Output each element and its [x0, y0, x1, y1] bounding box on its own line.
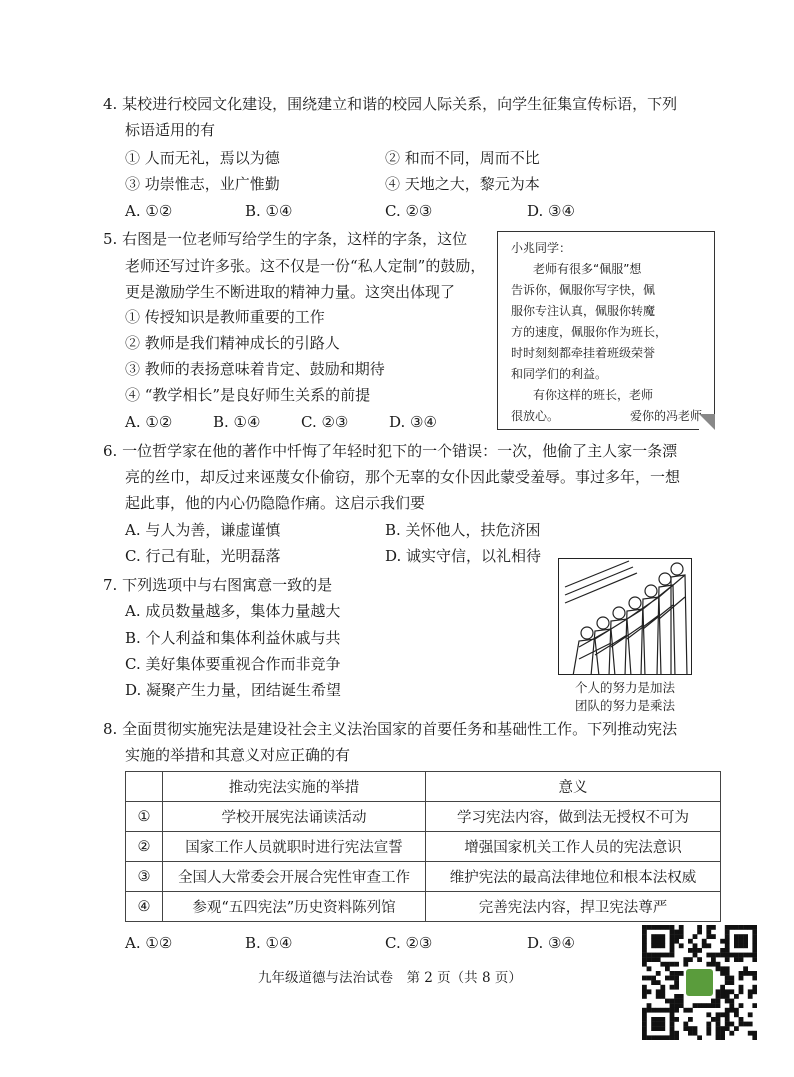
q5-option-3: ③ 教师的表扬意味着肯定、鼓励和期待 [125, 360, 385, 378]
q6-choice-d: D. 诚实守信，以礼相待 [385, 547, 542, 565]
cartoon-caption-line1: 个人的努力是加法 [574, 680, 675, 695]
q4-choice-c: C. ②③ [385, 202, 433, 220]
q4-option-2: ② 和而不同，周而不比 [385, 149, 540, 167]
q4-option-4: ④ 天地之大，黎元为本 [385, 175, 540, 193]
q8-stem-line2: 实施的举措和其意义对应正确的有 [125, 746, 351, 764]
q6-choice-b: B. 关怀他人，扶危济困 [385, 521, 541, 539]
table-cell: 维护宪法的最高法律地位和根本法权威 [426, 862, 721, 892]
q8-measures-table [125, 771, 721, 922]
q4-option-3: ③ 功崇惟志，业广惟勤 [125, 175, 280, 193]
q5-option-4: ④ “教学相长”是良好师生关系的前提 [125, 386, 371, 404]
q7-choice-a: A. 成员数量越多，集体力量越大 [125, 602, 341, 620]
q5-choice-b: B. ①④ [213, 413, 261, 431]
q6-choice-a: A. 与人为善，谦虚谨慎 [125, 521, 281, 539]
teacher-note-card [497, 231, 715, 430]
q8-choice-a: A. ①② [125, 934, 173, 952]
note-line-3: 服你专注认真，佩服你转魔 [511, 304, 656, 318]
table-header-cell [126, 772, 163, 802]
q5-stem-line1: 5. 右图是一位老师写给学生的字条，这样的字条，这位 [103, 230, 468, 248]
note-line-5: 时时刻刻都牵挂着班级荣誉 [511, 346, 656, 360]
q5-stem-line3: 更是激励学生不断进取的精神力量。这突出体现了 [125, 283, 456, 301]
q4-stem-line2: 标语适用的有 [125, 121, 216, 139]
table-row [126, 832, 721, 862]
table-cell: ④ [126, 892, 163, 922]
table-cell: 国家工作人员就职时进行宪法宣誓 [163, 832, 426, 862]
table-cell: 全国人大常委会开展合宪性审查工作 [163, 862, 426, 892]
q4-choice-b: B. ①④ [245, 202, 293, 220]
table-cell: 增强国家机关工作人员的宪法意识 [426, 832, 721, 862]
table-header-cell: 意义 [426, 772, 721, 802]
table-cell: 学校开展宪法诵读活动 [163, 802, 426, 832]
table-row [126, 862, 721, 892]
table-cell: 学习宪法内容，做到法无授权不可为 [426, 802, 721, 832]
q8-stem-line1: 8. 全面贯彻实施宪法是建设社会主义法治国家的首要任务和基础性工作。下列推动宪法 [103, 720, 678, 738]
q4-choice-d: D. ③④ [527, 202, 575, 220]
q6-stem-line3: 起此事，他的内心仍隐隐作痛。这启示我们要 [125, 494, 426, 512]
note-line-1: 老师有很多“佩服”想 [533, 262, 642, 276]
note-line-8: 很放心。 [511, 409, 560, 423]
q4-choice-a: A. ①② [125, 202, 173, 220]
q5-option-2: ② 教师是我们精神成长的引路人 [125, 334, 340, 352]
qr-logo [686, 969, 713, 996]
q5-choice-d: D. ③④ [389, 413, 437, 431]
table-cell: 完善宪法内容，捍卫宪法尊严 [426, 892, 721, 922]
cartoon-illustration [559, 559, 692, 675]
note-signature: 爱你的冯老师 [629, 409, 702, 423]
table-cell: 参观“五四宪法”历史资料陈列馆 [163, 892, 426, 922]
q8-choice-d: D. ③④ [527, 934, 575, 952]
q6-stem-line2: 亮的丝巾，却反过来诬蔑女仆偷窃，那个无辜的女仆因此蒙受羞辱。事过多年，一想 [125, 468, 681, 486]
q7-stem: 7. 下列选项中与右图寓意一致的是 [103, 576, 333, 594]
q5-option-1: ① 传授知识是教师重要的工作 [125, 308, 325, 326]
cartoon-caption-line2: 团队的努力是乘法 [574, 698, 675, 713]
q7-choice-b: B. 个人利益和集体利益休戚与共 [125, 629, 341, 647]
note-line-4: 方的速度，佩服你作为班长， [511, 325, 668, 339]
table-row [126, 892, 721, 922]
note-greeting: 小兆同学： [511, 241, 572, 255]
page-footer: 九年级道德与法治试卷 第 2 页（共 8 页） [258, 970, 522, 986]
table-cell: ① [126, 802, 163, 832]
table-header-row [126, 772, 721, 802]
q4-option-1: ① 人而无礼，焉以为德 [125, 149, 280, 167]
q7-choice-c: C. 美好集体要重视合作而非竞争 [125, 655, 341, 673]
teamwork-cartoon-image [558, 558, 692, 675]
q8-choice-c: C. ②③ [385, 934, 433, 952]
qr-code-pattern [642, 925, 757, 1040]
q4-stem-line1: 4. 某校进行校园文化建设，围绕建立和谐的校园人际关系，向学生征集宣传标语，下列 [103, 95, 678, 113]
q6-stem-line1: 6. 一位哲学家在他的著作中忏悔了年轻时犯下的一个错误：一次，他偷了主人家一条漂 [103, 442, 678, 460]
note-folded-corner [699, 414, 715, 430]
qr-code-image [642, 925, 757, 1040]
note-line-7: 有你这样的班长，老师 [533, 388, 654, 402]
table-cell: ③ [126, 862, 163, 892]
note-line-6: 和同学们的利益。 [511, 367, 608, 381]
q8-choice-b: B. ①④ [245, 934, 293, 952]
q7-choice-d: D. 凝聚产生力量，团结诞生希望 [125, 681, 342, 699]
q6-choice-c: C. 行己有耻，光明磊落 [125, 547, 281, 565]
q5-stem-line2: 老师还写过许多张。这不仅是一份“私人定制”的鼓励， [125, 257, 486, 275]
table-row [126, 802, 721, 832]
table-header-cell: 推动宪法实施的举措 [163, 772, 426, 802]
table-cell: ② [126, 832, 163, 862]
q5-choice-c: C. ②③ [301, 413, 349, 431]
q5-choice-a: A. ①② [125, 413, 173, 431]
note-line-2: 告诉你，佩服你写字快，佩 [511, 283, 656, 297]
